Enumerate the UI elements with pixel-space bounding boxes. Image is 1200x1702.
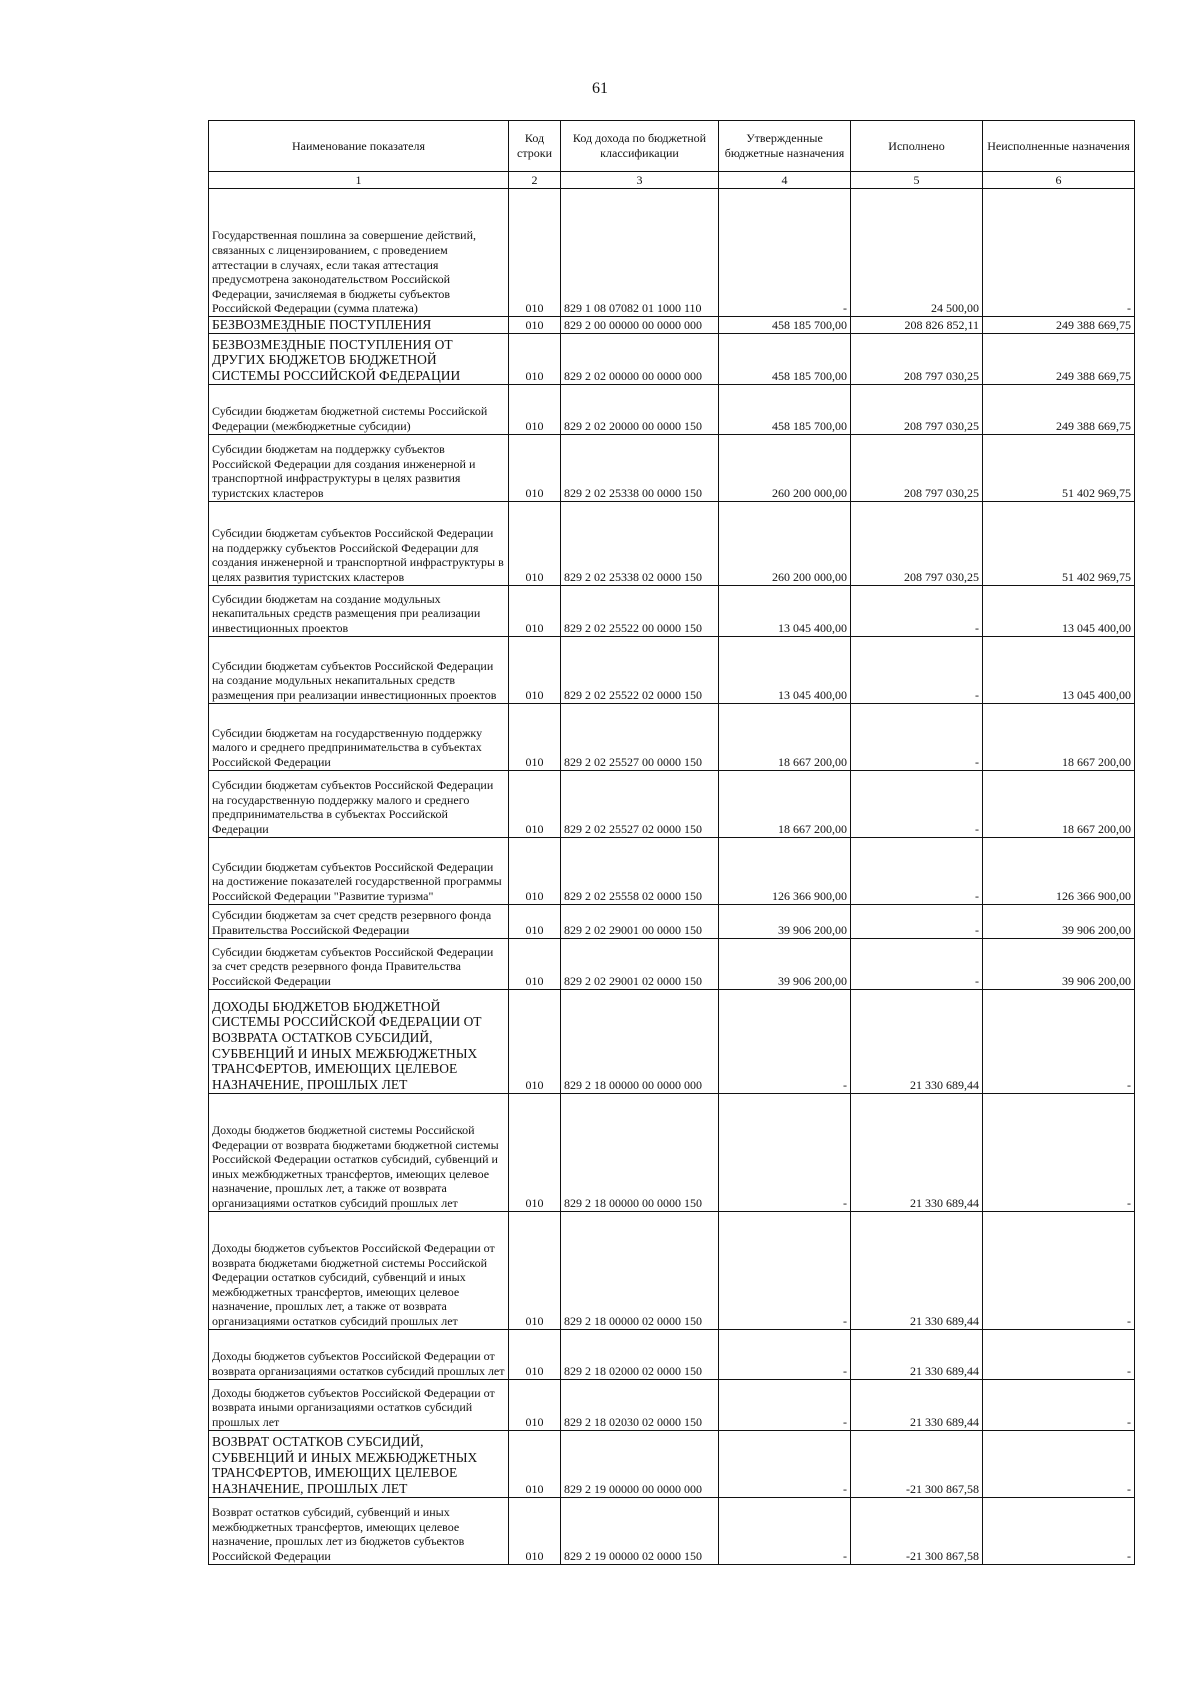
unexecuted-amount: 13 045 400,00	[983, 585, 1135, 636]
indicator-name: БЕЗВОЗМЕЗДНЫЕ ПОСТУПЛЕНИЯ ОТ ДРУГИХ БЮДЖЕТОВ БЮДЖЕТНОЙ СИСТЕМЫ РОССИЙСКОЙ ФЕДЕРАЦИИ	[209, 333, 509, 384]
indicator-name: Государственная пошлина за совершение действий, связанных с лицензированием, с проведением аттестации в случаях, если такая аттестация предусмотрена законодательством Российской Федерации, зачисляемая в бюджеты субъектов Российской Федерации (сумма платежа)	[209, 189, 509, 317]
approved-amount: 18 667 200,00	[719, 770, 851, 837]
table-row	[209, 384, 1135, 434]
column-number-row	[209, 172, 1135, 189]
line-code: 010	[509, 837, 561, 904]
column-number: 6	[983, 172, 1135, 189]
table-row	[209, 1329, 1135, 1379]
line-code: 010	[509, 317, 561, 334]
approved-amount: -	[719, 189, 851, 317]
table-row	[209, 1430, 1135, 1497]
line-code: 010	[509, 1430, 561, 1497]
executed-amount: -	[851, 703, 983, 770]
table-row	[209, 837, 1135, 904]
unexecuted-amount: -	[983, 1379, 1135, 1430]
approved-amount: 39 906 200,00	[719, 904, 851, 938]
header-executed: Исполнено	[851, 121, 983, 172]
indicator-name: ДОХОДЫ БЮДЖЕТОВ БЮДЖЕТНОЙ СИСТЕМЫ РОССИЙСКОЙ ФЕДЕРАЦИИ ОТ ВОЗВРАТА ОСТАТКОВ СУБСИДИЙ, СУБВЕНЦИЙ И ИНЫХ МЕЖБЮДЖЕТНЫХ ТРАНСФЕРТОВ, ИМЕЮЩИХ ЦЕЛЕВОЕ НАЗНАЧЕНИЕ, ПРОШЛЫХ ЛЕТ	[209, 989, 509, 1093]
executed-amount: 208 797 030,25	[851, 501, 983, 585]
line-code: 010	[509, 501, 561, 585]
line-code: 010	[509, 938, 561, 989]
revenue-report-table	[208, 120, 1135, 1565]
header-indicator-name: Наименование показателя	[209, 121, 509, 172]
income-code: 829 2 19 00000 02 0000 150	[561, 1497, 719, 1564]
approved-amount: -	[719, 1379, 851, 1430]
approved-amount: 13 045 400,00	[719, 636, 851, 703]
line-code: 010	[509, 585, 561, 636]
table-row	[209, 434, 1135, 501]
indicator-name: БЕЗВОЗМЕЗДНЫЕ ПОСТУПЛЕНИЯ	[209, 317, 509, 334]
executed-amount: -	[851, 585, 983, 636]
table-row	[209, 636, 1135, 703]
approved-amount: 13 045 400,00	[719, 585, 851, 636]
line-code: 010	[509, 189, 561, 317]
unexecuted-amount: -	[983, 1211, 1135, 1329]
executed-amount: -	[851, 770, 983, 837]
unexecuted-amount: -	[983, 1093, 1135, 1211]
indicator-name: Доходы бюджетов бюджетной системы Российской Федерации от возврата бюджетами бюджетной системы Российской Федерации остатков субсидий, субвенций и иных межбюджетных трансфертов, имеющих целевое назначение, прошлых лет, а также от возврата организациями остатков субсидий прошлых лет	[209, 1093, 509, 1211]
approved-amount: 260 200 000,00	[719, 434, 851, 501]
executed-amount: 21 330 689,44	[851, 1379, 983, 1430]
unexecuted-amount: 249 388 669,75	[983, 384, 1135, 434]
line-code: 010	[509, 1093, 561, 1211]
executed-amount: 208 797 030,25	[851, 333, 983, 384]
table-header-row	[209, 121, 1135, 172]
income-code: 829 2 18 02000 02 0000 150	[561, 1329, 719, 1379]
unexecuted-amount: -	[983, 1329, 1135, 1379]
unexecuted-amount: 39 906 200,00	[983, 938, 1135, 989]
approved-amount: 39 906 200,00	[719, 938, 851, 989]
executed-amount: -	[851, 938, 983, 989]
line-code: 010	[509, 1211, 561, 1329]
income-code: 829 2 02 25338 02 0000 150	[561, 501, 719, 585]
table-row	[209, 904, 1135, 938]
income-code: 829 2 02 25558 02 0000 150	[561, 837, 719, 904]
executed-amount: -21 300 867,58	[851, 1497, 983, 1564]
unexecuted-amount: 249 388 669,75	[983, 333, 1135, 384]
indicator-name: Доходы бюджетов субъектов Российской Федерации от возврата бюджетами бюджетной системы Российской Федерации остатков субсидий, субвенций и иных межбюджетных трансфертов, имеющих целевое назначение, прошлых лет, а также от возврата организациями остатков субсидий прошлых лет	[209, 1211, 509, 1329]
approved-amount: 260 200 000,00	[719, 501, 851, 585]
indicator-name: Субсидии бюджетам за счет средств резервного фонда Правительства Российской Федерации	[209, 904, 509, 938]
table-row	[209, 1379, 1135, 1430]
approved-amount: -	[719, 989, 851, 1093]
column-number: 5	[851, 172, 983, 189]
approved-amount: -	[719, 1497, 851, 1564]
indicator-name: Субсидии бюджетам субъектов Российской Федерации на создание модульных некапитальных средств размещения при реализации инвестиционных проектов	[209, 636, 509, 703]
unexecuted-amount: 13 045 400,00	[983, 636, 1135, 703]
income-code: 829 2 02 25522 00 0000 150	[561, 585, 719, 636]
indicator-name: Субсидии бюджетам субъектов Российской Федерации за счет средств резервного фонда Правительства Российской Федерации	[209, 938, 509, 989]
indicator-name: Возврат остатков субсидий, субвенций и иных межбюджетных трансфертов, имеющих целевое назначение, прошлых лет из бюджетов субъектов Российской Федерации	[209, 1497, 509, 1564]
table-row	[209, 585, 1135, 636]
line-code: 010	[509, 1497, 561, 1564]
executed-amount: 21 330 689,44	[851, 1211, 983, 1329]
income-code: 829 2 18 02030 02 0000 150	[561, 1379, 719, 1430]
indicator-name: Субсидии бюджетам субъектов Российской Федерации на поддержку субъектов Российской Федерации для создания инженерной и транспортной инфраструктуры в целях развития туристских кластеров	[209, 501, 509, 585]
income-code: 829 2 02 00000 00 0000 000	[561, 333, 719, 384]
executed-amount: 208 797 030,25	[851, 384, 983, 434]
indicator-name: Субсидии бюджетам на создание модульных некапитальных средств размещения при реализации инвестиционных проектов	[209, 585, 509, 636]
executed-amount: -	[851, 636, 983, 703]
table-row	[209, 703, 1135, 770]
approved-amount: -	[719, 1093, 851, 1211]
table-row	[209, 1093, 1135, 1211]
line-code: 010	[509, 770, 561, 837]
line-code: 010	[509, 333, 561, 384]
executed-amount: -	[851, 904, 983, 938]
indicator-name: ВОЗВРАТ ОСТАТКОВ СУБСИДИЙ, СУБВЕНЦИЙ И ИНЫХ МЕЖБЮДЖЕТНЫХ ТРАНСФЕРТОВ, ИМЕЮЩИХ ЦЕЛЕВОЕ НАЗНАЧЕНИЕ, ПРОШЛЫХ ЛЕТ	[209, 1430, 509, 1497]
indicator-name: Доходы бюджетов субъектов Российской Федерации от возврата организациями остатков субсидий прошлых лет	[209, 1329, 509, 1379]
line-code: 010	[509, 703, 561, 770]
indicator-name: Субсидии бюджетам субъектов Российской Федерации на государственную поддержку малого и среднего предпринимательства в субъектах Российской Федерации	[209, 770, 509, 837]
unexecuted-amount: 39 906 200,00	[983, 904, 1135, 938]
header-approved: Утвержденные бюджетные назначения	[719, 121, 851, 172]
header-line-code: Код строки	[509, 121, 561, 172]
column-number: 2	[509, 172, 561, 189]
unexecuted-amount: 51 402 969,75	[983, 434, 1135, 501]
line-code: 010	[509, 1379, 561, 1430]
indicator-name: Субсидии бюджетам на государственную поддержку малого и среднего предпринимательства в субъектах Российской Федерации	[209, 703, 509, 770]
executed-amount: 21 330 689,44	[851, 1329, 983, 1379]
column-number: 3	[561, 172, 719, 189]
executed-amount: 208 826 852,11	[851, 317, 983, 334]
line-code: 010	[509, 904, 561, 938]
header-income-code: Код дохода по бюджетной классификации	[561, 121, 719, 172]
income-code: 829 2 19 00000 00 0000 000	[561, 1430, 719, 1497]
header-unexecuted: Неисполненные назначения	[983, 121, 1135, 172]
unexecuted-amount: 18 667 200,00	[983, 770, 1135, 837]
table-row	[209, 333, 1135, 384]
indicator-name: Субсидии бюджетам бюджетной системы Российской Федерации (межбюджетные субсидии)	[209, 384, 509, 434]
line-code: 010	[509, 636, 561, 703]
unexecuted-amount: -	[983, 189, 1135, 317]
income-code: 829 2 02 25527 02 0000 150	[561, 770, 719, 837]
table-row	[209, 770, 1135, 837]
unexecuted-amount: 249 388 669,75	[983, 317, 1135, 334]
unexecuted-amount: -	[983, 1430, 1135, 1497]
page-number: 61	[592, 80, 608, 97]
indicator-name: Доходы бюджетов субъектов Российской Федерации от возврата иными организациями остатков субсидий прошлых лет	[209, 1379, 509, 1430]
unexecuted-amount: 126 366 900,00	[983, 837, 1135, 904]
table-row	[209, 189, 1135, 317]
unexecuted-amount: 18 667 200,00	[983, 703, 1135, 770]
column-number: 4	[719, 172, 851, 189]
executed-amount: 21 330 689,44	[851, 1093, 983, 1211]
approved-amount: 458 185 700,00	[719, 317, 851, 334]
approved-amount: -	[719, 1329, 851, 1379]
executed-amount: 208 797 030,25	[851, 434, 983, 501]
income-code: 829 1 08 07082 01 1000 110	[561, 189, 719, 317]
income-code: 829 2 02 29001 02 0000 150	[561, 938, 719, 989]
approved-amount: 458 185 700,00	[719, 384, 851, 434]
line-code: 010	[509, 434, 561, 501]
approved-amount: -	[719, 1211, 851, 1329]
line-code: 010	[509, 989, 561, 1093]
income-code: 829 2 02 20000 00 0000 150	[561, 384, 719, 434]
table-row	[209, 317, 1135, 334]
executed-amount: 21 330 689,44	[851, 989, 983, 1093]
table-row	[209, 1211, 1135, 1329]
income-code: 829 2 00 00000 00 0000 000	[561, 317, 719, 334]
income-code: 829 2 18 00000 00 0000 000	[561, 989, 719, 1093]
indicator-name: Субсидии бюджетам на поддержку субъектов Российской Федерации для создания инженерной и транспортной инфраструктуры в целях развития туристских кластеров	[209, 434, 509, 501]
income-code: 829 2 18 00000 00 0000 150	[561, 1093, 719, 1211]
approved-amount: 18 667 200,00	[719, 703, 851, 770]
income-code: 829 2 02 25522 02 0000 150	[561, 636, 719, 703]
indicator-name: Субсидии бюджетам субъектов Российской Федерации на достижение показателей государственной программы Российской Федерации "Развитие туризма"	[209, 837, 509, 904]
income-code: 829 2 02 25338 00 0000 150	[561, 434, 719, 501]
table-row	[209, 501, 1135, 585]
table-row	[209, 938, 1135, 989]
unexecuted-amount: -	[983, 989, 1135, 1093]
approved-amount: 458 185 700,00	[719, 333, 851, 384]
line-code: 010	[509, 384, 561, 434]
unexecuted-amount: 51 402 969,75	[983, 501, 1135, 585]
approved-amount: -	[719, 1430, 851, 1497]
income-code: 829 2 02 25527 00 0000 150	[561, 703, 719, 770]
executed-amount: 24 500,00	[851, 189, 983, 317]
table-row	[209, 1497, 1135, 1564]
income-code: 829 2 18 00000 02 0000 150	[561, 1211, 719, 1329]
executed-amount: -21 300 867,58	[851, 1430, 983, 1497]
unexecuted-amount: -	[983, 1497, 1135, 1564]
executed-amount: -	[851, 837, 983, 904]
income-code: 829 2 02 29001 00 0000 150	[561, 904, 719, 938]
column-number: 1	[209, 172, 509, 189]
line-code: 010	[509, 1329, 561, 1379]
approved-amount: 126 366 900,00	[719, 837, 851, 904]
table-row	[209, 989, 1135, 1093]
